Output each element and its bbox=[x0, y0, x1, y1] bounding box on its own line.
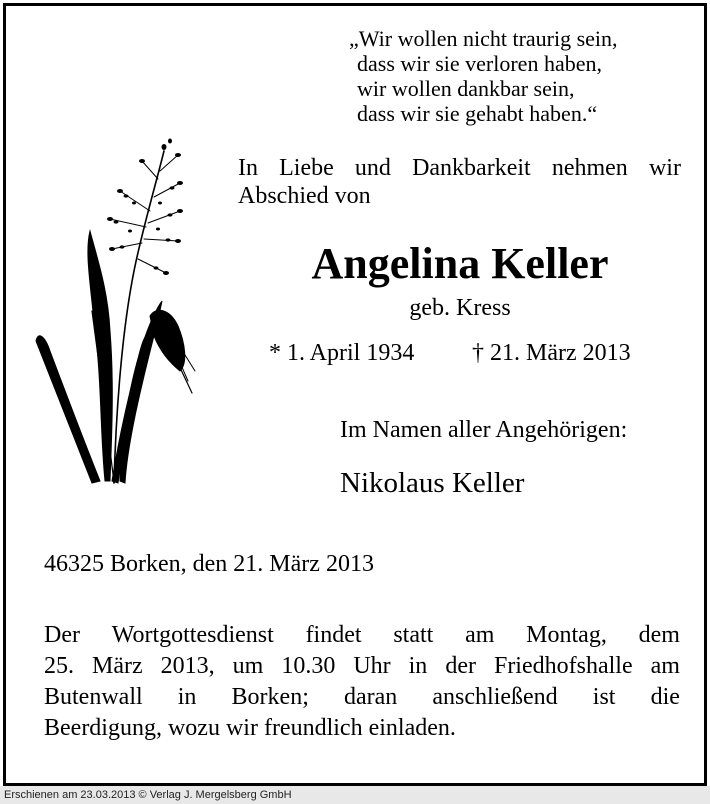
intro-line: Abschied von bbox=[238, 183, 371, 209]
service-word: der bbox=[445, 653, 476, 679]
signer-name: Nikolaus Keller bbox=[340, 467, 525, 499]
service-word: Uhr bbox=[353, 653, 391, 679]
intro-word: wir bbox=[648, 155, 681, 181]
motto-line: dass wir sie gehabt haben.“ bbox=[357, 101, 598, 126]
service-word: daran bbox=[343, 684, 398, 710]
service-word: Der bbox=[44, 622, 80, 648]
service-line bbox=[44, 682, 680, 713]
service-word: 10.30 bbox=[281, 653, 336, 679]
service-word: in bbox=[177, 684, 197, 710]
obituary-frame bbox=[3, 3, 707, 786]
deceased-name: Angelina Keller bbox=[311, 239, 609, 288]
motto-line: dass wir sie verloren haben, bbox=[357, 51, 602, 76]
service-word: findet bbox=[305, 622, 362, 648]
service-word: ist bbox=[592, 684, 616, 710]
intro-line bbox=[238, 154, 681, 182]
service-word: am bbox=[650, 653, 680, 679]
motto-line: „Wir wollen nicht traurig sein, bbox=[349, 26, 618, 51]
service-word: Montag, bbox=[526, 622, 607, 648]
intro-word: Dankbarkeit bbox=[412, 155, 531, 181]
motto-quote bbox=[349, 26, 618, 126]
service-line bbox=[44, 651, 680, 682]
service-word: Butenwall bbox=[44, 684, 143, 710]
intro-word: und bbox=[354, 155, 391, 181]
service-word: dem bbox=[638, 622, 680, 648]
service-word: die bbox=[650, 684, 680, 710]
service-line bbox=[44, 620, 680, 651]
service-word: am bbox=[465, 622, 495, 648]
grass-plant-icon bbox=[30, 131, 210, 491]
service-word: Wortgottesdienst bbox=[111, 622, 274, 648]
service-word: um bbox=[232, 653, 264, 679]
service-word: anschließend bbox=[432, 684, 558, 710]
service-word: statt bbox=[393, 622, 434, 648]
motto-line: wir wollen dankbar sein, bbox=[357, 76, 575, 101]
relatives-label: Im Namen aller Angehörigen: bbox=[340, 417, 628, 443]
service-word: Friedhofshalle bbox=[493, 653, 633, 679]
intro-word: Liebe bbox=[279, 155, 334, 181]
service-word: März bbox=[92, 653, 143, 679]
intro-word: In bbox=[238, 155, 258, 181]
death-date: † 21. März 2013 bbox=[472, 340, 631, 366]
publication-footer: Erschienen am 23.03.2013 © Verlag J. Mergelsberg GmbH bbox=[0, 786, 710, 804]
place-date: 46325 Borken, den 21. März 2013 bbox=[44, 551, 374, 577]
birth-date: * 1. April 1934 bbox=[269, 340, 415, 366]
service-line: Beerdigung, wozu wir freundlich einladen. bbox=[44, 715, 456, 741]
service-word: in bbox=[408, 653, 428, 679]
service-word: Borken; bbox=[231, 684, 309, 710]
birth-name: geb. Kress bbox=[409, 295, 511, 321]
service-notice bbox=[44, 620, 680, 744]
service-word: 2013, bbox=[160, 653, 215, 679]
intro-word: nehmen bbox=[551, 155, 628, 181]
service-word: 25. bbox=[44, 653, 74, 679]
intro-text bbox=[238, 154, 681, 210]
